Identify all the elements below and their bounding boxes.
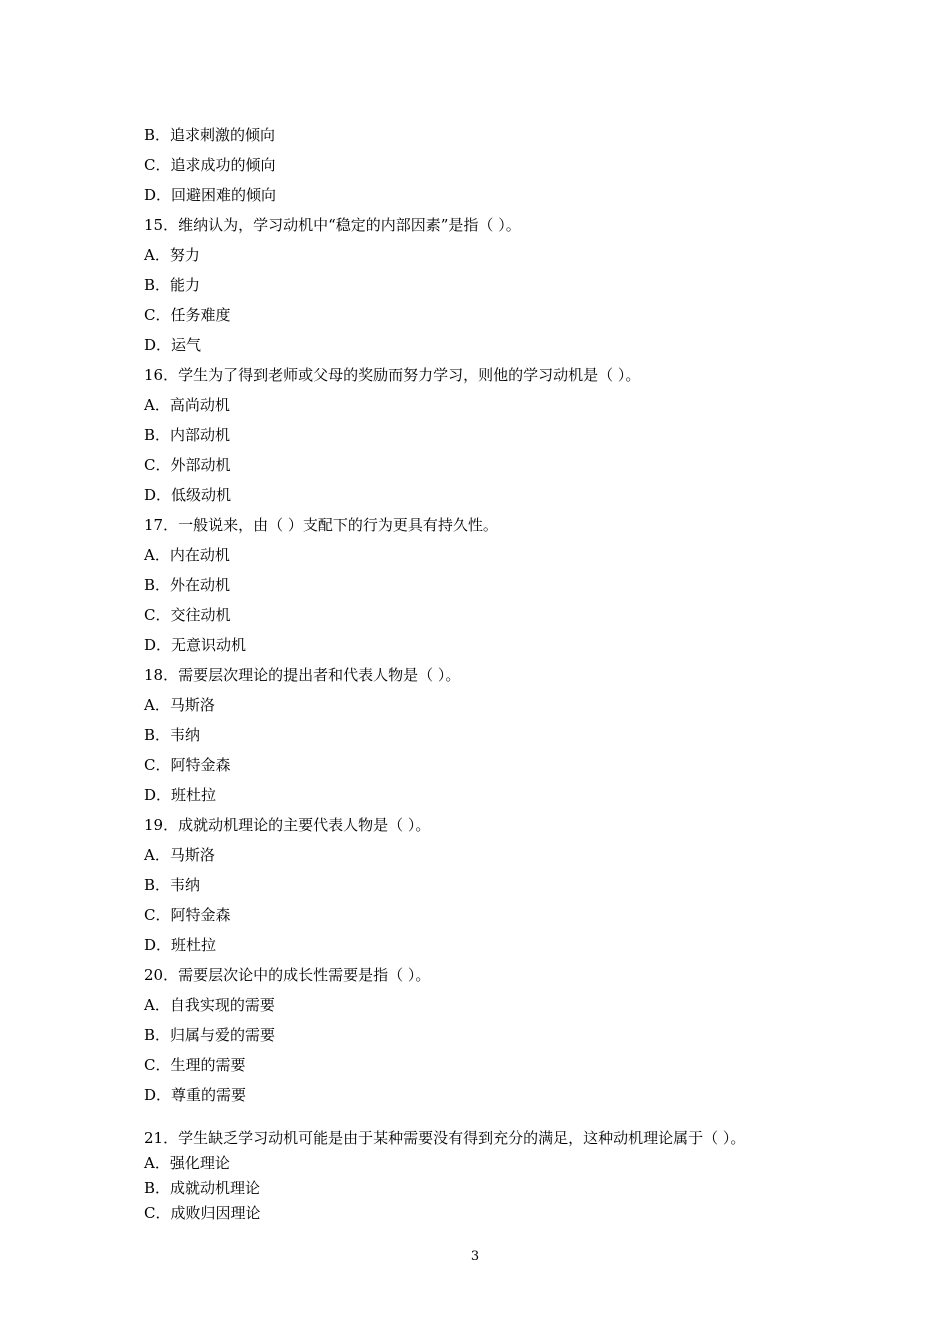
question-list [144, 120, 824, 1226]
option-line: B．能力 [144, 276, 201, 294]
option-line: C．成败归因理论 [144, 1204, 261, 1222]
option-line: D．运气 [144, 336, 202, 354]
question-20: 20．需要层次论中的成长性需要是指（ ）。 [144, 966, 431, 984]
question-16: 16．学生为了得到老师或父母的奖励而努力学习，则他的学习动机是（ ）。 [144, 366, 641, 384]
text-line: B．追求刺激的倾向 [144, 126, 276, 144]
paragraph-gap [144, 1110, 824, 1126]
option-line: A．自我实现的需要 [144, 996, 275, 1014]
option-line: B．外在动机 [144, 576, 231, 594]
questions-block-tail [144, 1126, 824, 1226]
option-line: B．成就动机理论 [144, 1179, 261, 1197]
option-line: B．韦纳 [144, 876, 201, 894]
option-line: D．低级动机 [144, 486, 232, 504]
option-line: C．任务难度 [144, 306, 231, 324]
option-line: A．马斯洛 [144, 846, 215, 864]
option-line: D．班杜拉 [144, 786, 217, 804]
question-15: 15．维纳认为，学习动机中“稳定的内部因素”是指（ ）。 [144, 216, 521, 234]
option-line: B．韦纳 [144, 726, 201, 744]
option-line: C．交往动机 [144, 606, 231, 624]
option-line: C．生理的需要 [144, 1056, 246, 1074]
question-19: 19．成就动机理论的主要代表人物是（ ）。 [144, 816, 431, 834]
page-number: 3 [470, 1249, 480, 1264]
option-line: D．尊重的需要 [144, 1086, 247, 1104]
option-line: C．外部动机 [144, 456, 231, 474]
option-line: B．内部动机 [144, 426, 231, 444]
option-line: D．无意识动机 [144, 636, 247, 654]
option-line: B．归属与爱的需要 [144, 1026, 276, 1044]
text-line: D．回避困难的倾向 [144, 186, 277, 204]
question-21: 21．学生缺乏学习动机可能是由于某种需要没有得到充分的满足，这种动机理论属于（ ）。 [144, 1129, 746, 1147]
question-18: 18．需要层次理论的提出者和代表人物是（ ）。 [144, 666, 461, 684]
option-line: C．阿特金森 [144, 756, 231, 774]
option-line: A．努力 [144, 246, 200, 264]
option-line: C．阿特金森 [144, 906, 231, 924]
option-line: A．强化理论 [144, 1154, 230, 1172]
question-17: 17．一般说来，由（ ）支配下的行为更具有持久性。 [144, 516, 498, 534]
option-line: A．马斯洛 [144, 696, 215, 714]
text-line: C．追求成功的倾向 [144, 156, 276, 174]
option-line: A．高尚动机 [144, 396, 230, 414]
option-line: D．班杜拉 [144, 936, 217, 954]
option-line: A．内在动机 [144, 546, 230, 564]
questions-block-main [144, 120, 824, 1110]
